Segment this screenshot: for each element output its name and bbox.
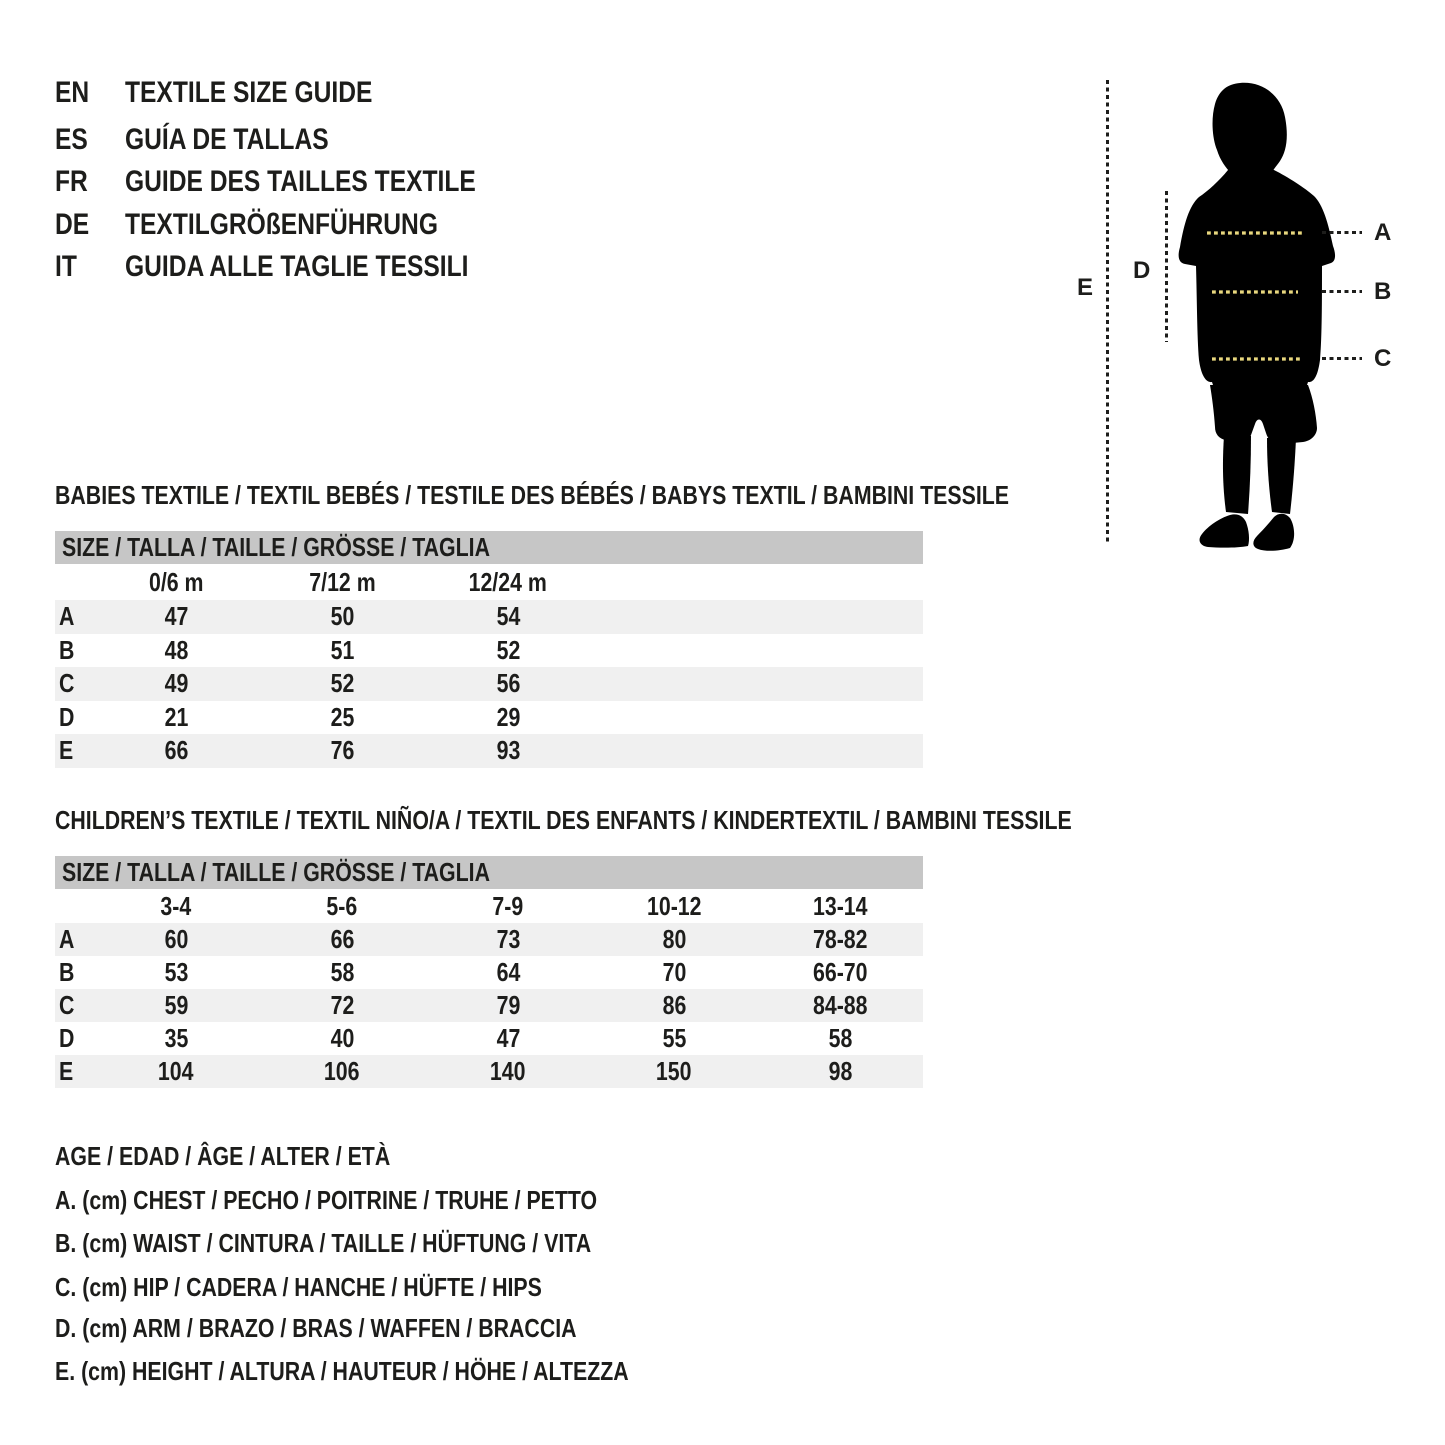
figure-label-c: C [1374, 345, 1392, 372]
lang-code-it: IT [55, 250, 77, 283]
babies-col-0-6m: 0/6 m [148, 567, 204, 597]
legend-height: E. (cm) HEIGHT / ALTURA / HAUTEUR / HÖHE / ALTEZZA [55, 1356, 629, 1386]
table-row: E 104 106 140 150 98 [55, 1055, 923, 1088]
lang-code-en: EN [55, 76, 90, 109]
figure-label-b: B [1374, 278, 1392, 305]
silhouette-left-shoe [1200, 514, 1249, 547]
lang-code-de: DE [55, 208, 90, 241]
silhouette-right-shoe [1253, 514, 1294, 551]
babies-col-7-12m: 7/12 m [308, 567, 376, 597]
silhouette-left-leg [1223, 436, 1251, 514]
lang-title-en: TEXTILE SIZE GUIDE [125, 76, 373, 109]
lang-line-it [0, 249, 1100, 285]
silhouette-right-leg [1267, 438, 1296, 514]
lang-title-it: GUIDA ALLE TAGLIE TESSILI [125, 250, 469, 283]
children-size-table [55, 856, 923, 1088]
children-col-7-9: 7-9 [492, 891, 524, 921]
children-table-title: CHILDREN’S TEXTILE / TEXTIL NIÑO/A / TEXTIL DES ENFANTS / KINDERTEXTIL / BAMBINI TESSILE [55, 805, 1072, 835]
legend-chest: A. (cm) CHEST / PECHO / POITRINE / TRUHE / PETTO [55, 1185, 598, 1215]
chest-leader-line-a [1322, 231, 1362, 234]
lang-title-es: GUÍA DE TALLAS [125, 123, 329, 156]
legend-arm: D. (cm) ARM / BRAZO / BRAS / WAFFEN / BRACCIA [55, 1313, 577, 1343]
babies-table-title: BABIES TEXTILE / TEXTIL BEBÉS / TESTILE DES BÉBÉS / BABYS TEXTIL / BAMBINI TESSILE [55, 480, 1010, 510]
table-row: D 21 25 29 [59, 701, 520, 732]
lang-line-de [0, 207, 1100, 243]
babies-size-header-bar: SIZE / TALLA / TAILLE / GRÖSSE / TAGLIA [55, 531, 923, 564]
figure-label-d: D [1133, 257, 1151, 284]
lang-code-es: ES [55, 123, 88, 156]
lang-line-fr [0, 164, 1100, 200]
legend-hip: C. (cm) HIP / CADERA / HANCHE / HÜFTE / HIPS [55, 1272, 542, 1302]
arm-measure-line-d [1165, 191, 1168, 342]
silhouette-head [1213, 83, 1287, 185]
table-row: A 47 50 54 [55, 600, 923, 634]
children-size-header-bar: SIZE / TALLA / TAILLE / GRÖSSE / TAGLIA [55, 856, 923, 889]
silhouette-torso [1179, 170, 1335, 388]
figure-label-e: E [1077, 274, 1094, 301]
legend-age: AGE / EDAD / ÂGE / ALTER / ETÀ [55, 1141, 391, 1171]
silhouette-shorts [1210, 385, 1317, 444]
children-col-10-12: 10-12 [646, 891, 702, 921]
lang-title-fr: GUIDE DES TAILLES TEXTILE [125, 165, 476, 198]
height-measure-line-e [1106, 80, 1109, 543]
lang-title-de: TEXTILGRÖßENFÜHRUNG [125, 208, 438, 241]
table-row: B 48 51 52 [59, 634, 520, 665]
babies-size-table [55, 531, 923, 768]
table-row: E 66 76 93 [55, 734, 923, 768]
table-row: D 35 40 47 55 58 [59, 1023, 852, 1053]
table-row: C 59 72 79 86 84-88 [55, 989, 923, 1022]
table-row: C 49 52 56 [55, 667, 923, 701]
table-row: A 60 66 73 80 78-82 [55, 923, 923, 956]
figure-label-a: A [1374, 219, 1392, 246]
children-col-5-6: 5-6 [326, 891, 358, 921]
legend-waist: B. (cm) WAIST / CINTURA / TAILLE / HÜFTUNG / VITA [55, 1228, 592, 1258]
babies-col-12-24m: 12/24 m [468, 567, 548, 597]
children-col-13-14: 13-14 [812, 891, 868, 921]
table-row: B 53 58 64 70 66-70 [59, 957, 868, 987]
children-column-header-row [55, 889, 923, 923]
hip-leader-line-c [1322, 357, 1362, 360]
lang-code-fr: FR [55, 165, 88, 198]
lang-line-en [0, 75, 1100, 111]
children-col-3-4: 3-4 [160, 891, 192, 921]
babies-column-header-row [55, 564, 923, 600]
lang-line-es [0, 122, 1100, 158]
waist-leader-line-b [1322, 290, 1362, 293]
